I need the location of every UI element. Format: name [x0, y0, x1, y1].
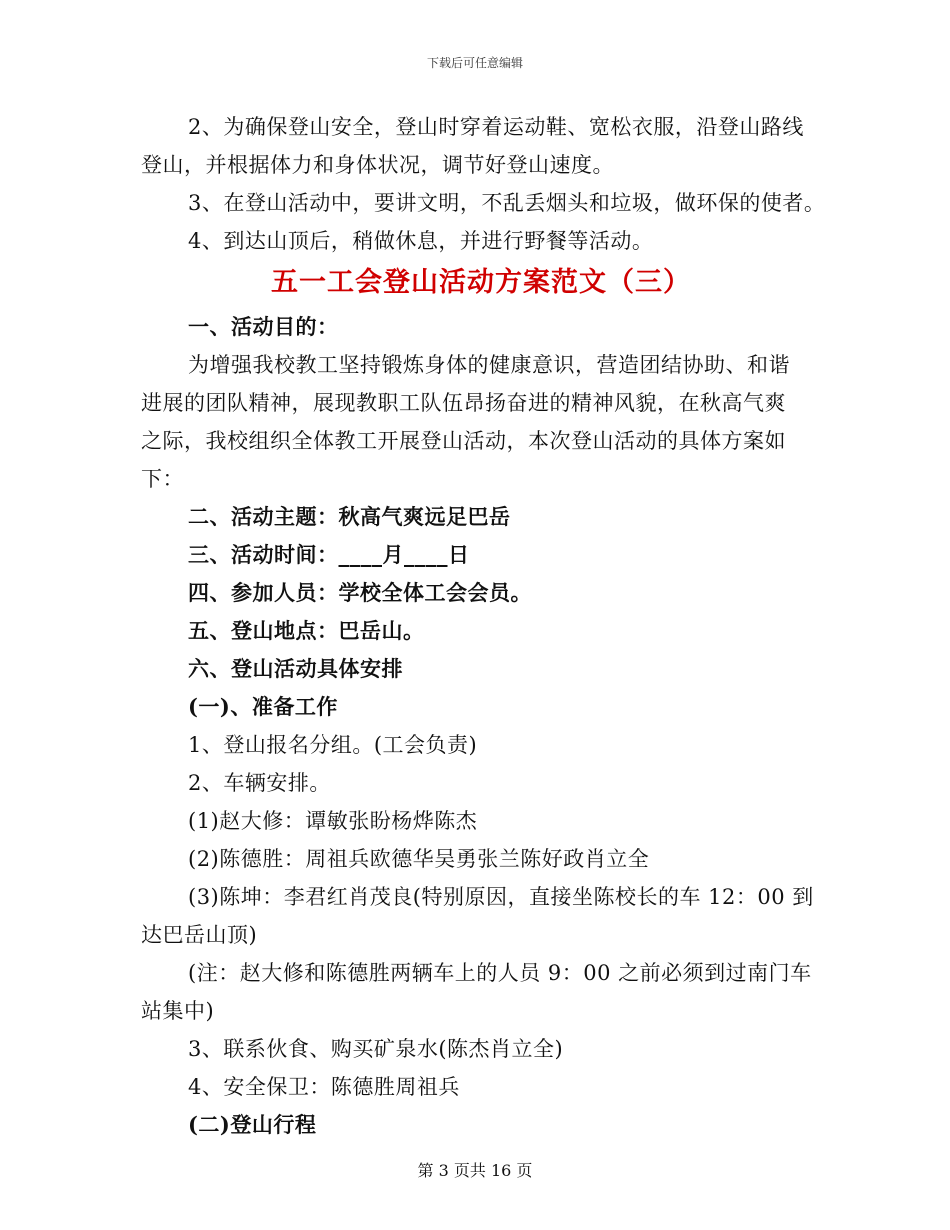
purpose-line-4: 下： [141, 467, 184, 491]
car-group-1: (1)赵大修：谭敏张盼杨烨陈杰 [188, 809, 478, 833]
document-body [141, 108, 826, 1144]
list-item-2-continued: 登山，并根据体力和身体状况，调节好登山速度。 [141, 153, 614, 177]
heading-purpose: 一、活动目的： [188, 314, 339, 339]
section-title: 五一工会登山活动方案范文（三） [271, 267, 691, 298]
prep-item-3: 3、联系伙食、购买矿泉水(陈杰肖立全) [188, 1037, 564, 1061]
list-item-2: 2、为确保登山安全，登山时穿着运动鞋、宽松衣服，沿登山路线 [188, 115, 804, 139]
purpose-line-2: 进展的团队精神，展现教职工队伍昂扬奋进的精神风貌，在秋高气爽 [141, 391, 786, 415]
purpose-line-3: 之际，我校组织全体教工开展登山活动，本次登山活动的具体方案如 [141, 429, 786, 453]
prep-item-1: 1、登山报名分组。(工会负责) [188, 733, 478, 757]
page-footer: 第 3 页共 16 页 [417, 1161, 533, 1180]
heading-arrangement: 六、登山活动具体安排 [188, 656, 403, 681]
subheading-itinerary: (二)登山行程 [188, 1112, 317, 1137]
list-item-3: 3、在登山活动中，要讲文明，不乱丢烟头和垃圾，做环保的使者。 [188, 191, 826, 215]
heading-theme: 二、活动主题：秋高气爽远足巴岳 [188, 504, 511, 529]
note-line-2: 站集中) [141, 999, 215, 1023]
subheading-preparation: (一)、准备工作 [188, 694, 338, 719]
car-group-2: (2)陈德胜：周祖兵欧德华吴勇张兰陈好政肖立全 [188, 847, 650, 871]
prep-item-4: 4、安全保卫：陈德胜周祖兵 [188, 1075, 460, 1099]
heading-participants: 四、参加人员：学校全体工会会员。 [188, 580, 532, 605]
car-group-3: (3)陈坤：李君红肖茂良(特别原因，直接坐陈校长的车 12：00 到 [188, 885, 814, 909]
purpose-line-1: 为增强我校教工坚持锻炼身体的健康意识，营造团结协助、和谐 [188, 353, 790, 377]
prep-item-2: 2、车辆安排。 [188, 771, 331, 795]
car-group-3-continued: 达巴岳山顶) [141, 923, 258, 947]
list-item-4: 4、到达山顶后，稍做休息，并进行野餐等活动。 [188, 229, 654, 253]
note-line-1: (注：赵大修和陈德胜两辆车上的人员 9：00 之前必须到过南门车 [188, 961, 812, 985]
heading-location: 五、登山地点：巴岳山。 [188, 618, 425, 643]
heading-time: 三、活动时间：____月____日 [188, 542, 470, 567]
page-header: 下载后可任意编辑 [426, 56, 523, 70]
